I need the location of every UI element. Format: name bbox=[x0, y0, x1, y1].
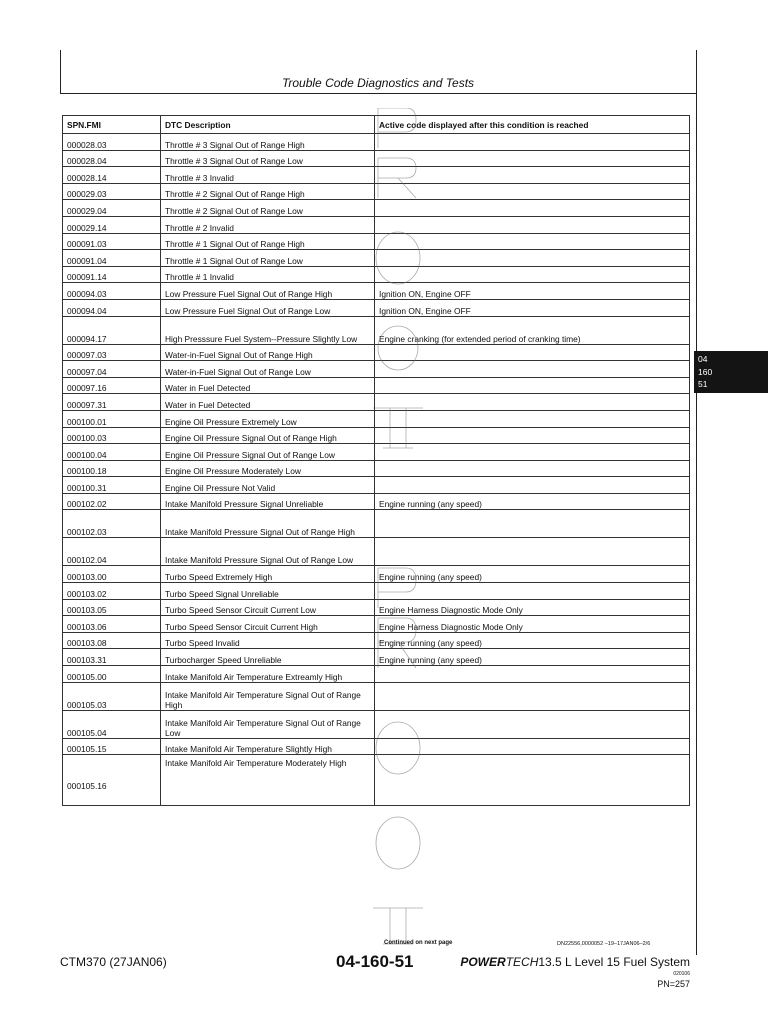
page-number: 04-160-51 bbox=[336, 952, 414, 971]
active-condition-cell bbox=[375, 266, 690, 283]
dtc-description-cell: Engine Oil Pressure Moderately Low bbox=[161, 460, 375, 477]
dtc-description-cell: Intake Manifold Air Temperature Signal Out of Range High bbox=[161, 682, 375, 710]
table-row bbox=[63, 666, 690, 683]
dtc-table-body bbox=[63, 134, 690, 806]
spn-fmi-cell: 000028.14 bbox=[63, 167, 161, 184]
spn-fmi-cell: 000103.05 bbox=[63, 599, 161, 616]
active-condition-cell bbox=[375, 134, 690, 151]
dtc-description-cell: Turbo Speed Sensor Circuit Current Low bbox=[161, 599, 375, 616]
dtc-description-cell: Throttle # 1 Signal Out of Range High bbox=[161, 233, 375, 250]
dtc-description-cell: Water-in-Fuel Signal Out of Range High bbox=[161, 344, 375, 361]
part-number: PN=257 bbox=[657, 979, 690, 989]
spn-fmi-cell: 000097.31 bbox=[63, 394, 161, 411]
active-condition-cell bbox=[375, 377, 690, 394]
spn-fmi-cell: 000100.04 bbox=[63, 444, 161, 461]
dtc-description-cell: Engine Oil Pressure Signal Out of Range High bbox=[161, 427, 375, 444]
dtc-description-cell: Intake Manifold Air Temperature Moderately High bbox=[161, 755, 375, 806]
active-condition-cell bbox=[375, 510, 690, 538]
dtc-description-cell: Throttle # 2 Signal Out of Range Low bbox=[161, 200, 375, 217]
active-condition-cell bbox=[375, 410, 690, 427]
active-condition-cell bbox=[375, 361, 690, 378]
table-row bbox=[63, 150, 690, 167]
table-row bbox=[63, 200, 690, 217]
table-row bbox=[63, 361, 690, 378]
section-tab-line: 04 bbox=[698, 354, 708, 364]
spn-fmi-cell: 000094.17 bbox=[63, 316, 161, 344]
dtc-description-cell: Water in Fuel Detected bbox=[161, 394, 375, 411]
table-row bbox=[63, 599, 690, 616]
table-row bbox=[63, 477, 690, 494]
dtc-description-cell: Throttle # 3 Signal Out of Range High bbox=[161, 134, 375, 151]
table-row bbox=[63, 233, 690, 250]
dtc-description-cell: Throttle # 3 Invalid bbox=[161, 167, 375, 184]
section-tab-line: 51 bbox=[698, 379, 708, 389]
table-row bbox=[63, 344, 690, 361]
table-row bbox=[63, 616, 690, 633]
table-row bbox=[63, 183, 690, 200]
dtc-description-cell: Throttle # 2 Invalid bbox=[161, 216, 375, 233]
table-row bbox=[63, 427, 690, 444]
active-condition-cell bbox=[375, 444, 690, 461]
spn-fmi-cell: 000102.02 bbox=[63, 493, 161, 510]
table-row bbox=[63, 649, 690, 666]
active-condition-cell: Engine running (any speed) bbox=[375, 649, 690, 666]
active-condition-cell bbox=[375, 583, 690, 600]
spn-fmi-cell: 000094.04 bbox=[63, 299, 161, 316]
active-condition-cell bbox=[375, 200, 690, 217]
dtc-description-cell: Low Pressure Fuel Signal Out of Range High bbox=[161, 283, 375, 300]
spn-fmi-cell: 000091.03 bbox=[63, 233, 161, 250]
column-header-spn-fmi: SPN.FMI bbox=[63, 116, 161, 134]
spn-fmi-cell: 000091.14 bbox=[63, 266, 161, 283]
section-tab bbox=[694, 351, 768, 393]
active-condition-cell bbox=[375, 538, 690, 566]
active-condition-cell: Engine Harness Diagnostic Mode Only bbox=[375, 599, 690, 616]
dtc-description-cell: Intake Manifold Air Temperature Extreamly High bbox=[161, 666, 375, 683]
active-condition-cell: Engine running (any speed) bbox=[375, 493, 690, 510]
dtc-description-cell: Engine Oil Pressure Signal Out of Range Low bbox=[161, 444, 375, 461]
spn-fmi-cell: 000105.16 bbox=[63, 755, 161, 806]
manual-id: CTM370 (27JAN06) bbox=[60, 955, 167, 969]
active-condition-cell bbox=[375, 460, 690, 477]
continued-note: Continued on next page bbox=[384, 940, 453, 946]
dtc-description-cell: Turbo Speed Extremely High bbox=[161, 566, 375, 583]
table-row bbox=[63, 583, 690, 600]
spn-fmi-cell: 000103.08 bbox=[63, 632, 161, 649]
active-condition-cell bbox=[375, 710, 690, 738]
dtc-description-cell: Turbo Speed Sensor Circuit Current High bbox=[161, 616, 375, 633]
active-condition-cell bbox=[375, 738, 690, 755]
active-condition-cell bbox=[375, 233, 690, 250]
spn-fmi-cell: 000103.31 bbox=[63, 649, 161, 666]
table-header-row bbox=[63, 116, 690, 134]
active-condition-cell bbox=[375, 682, 690, 710]
table-row bbox=[63, 710, 690, 738]
active-condition-cell: Engine cranking (for extended period of cranking time) bbox=[375, 316, 690, 344]
dtc-table bbox=[62, 115, 690, 806]
table-row bbox=[63, 755, 690, 806]
spn-fmi-cell: 000029.14 bbox=[63, 216, 161, 233]
spn-fmi-cell: 000103.00 bbox=[63, 566, 161, 583]
spn-fmi-cell: 000102.03 bbox=[63, 510, 161, 538]
dtc-description-cell: Throttle # 1 Invalid bbox=[161, 266, 375, 283]
spn-fmi-cell: 000105.15 bbox=[63, 738, 161, 755]
dtc-description-cell: Intake Manifold Pressure Signal Out of Range High bbox=[161, 510, 375, 538]
print-code: 020106 bbox=[673, 971, 690, 977]
active-condition-cell bbox=[375, 755, 690, 806]
active-condition-cell bbox=[375, 666, 690, 683]
dtc-description-cell: Turbo Speed Invalid bbox=[161, 632, 375, 649]
active-condition-cell bbox=[375, 427, 690, 444]
product-name: 13.5 L Level 15 Fuel System bbox=[538, 955, 690, 969]
spn-fmi-cell: 000102.04 bbox=[63, 538, 161, 566]
dtc-description-cell: Engine Oil Pressure Not Valid bbox=[161, 477, 375, 494]
dtc-description-cell: Throttle # 2 Signal Out of Range High bbox=[161, 183, 375, 200]
spn-fmi-cell: 000029.03 bbox=[63, 183, 161, 200]
active-condition-cell bbox=[375, 150, 690, 167]
spn-fmi-cell: 000100.01 bbox=[63, 410, 161, 427]
document-code: DN22556,0000052 –19–17JAN06–2/6 bbox=[557, 941, 651, 947]
frame-right-rule bbox=[696, 50, 697, 955]
active-condition-cell bbox=[375, 250, 690, 267]
column-header-dtc-description: DTC Description bbox=[161, 116, 375, 134]
table-row bbox=[63, 682, 690, 710]
dtc-description-cell: Intake Manifold Pressure Signal Out of Range Low bbox=[161, 538, 375, 566]
table-row bbox=[63, 510, 690, 538]
table-row bbox=[63, 538, 690, 566]
spn-fmi-cell: 000103.02 bbox=[63, 583, 161, 600]
dtc-description-cell: Turbo Speed Signal Unreliable bbox=[161, 583, 375, 600]
table-row bbox=[63, 316, 690, 344]
table-row bbox=[63, 410, 690, 427]
spn-fmi-cell: 000091.04 bbox=[63, 250, 161, 267]
table-row bbox=[63, 283, 690, 300]
section-tab-line: 160 bbox=[698, 366, 713, 377]
dtc-description-cell: Intake Manifold Pressure Signal Unreliable bbox=[161, 493, 375, 510]
dtc-description-cell: Water-in-Fuel Signal Out of Range Low bbox=[161, 361, 375, 378]
active-condition-cell: Ignition ON, Engine OFF bbox=[375, 299, 690, 316]
spn-fmi-cell: 000103.06 bbox=[63, 616, 161, 633]
dtc-description-cell: High Presssure Fuel System--Pressure Slightly Low bbox=[161, 316, 375, 344]
table-row bbox=[63, 493, 690, 510]
frame-top-rule bbox=[60, 93, 696, 94]
active-condition-cell: Engine Harness Diagnostic Mode Only bbox=[375, 616, 690, 633]
spn-fmi-cell: 000028.04 bbox=[63, 150, 161, 167]
active-condition-cell bbox=[375, 344, 690, 361]
brand-tech: TECH bbox=[505, 955, 539, 969]
spn-fmi-cell: 000028.03 bbox=[63, 134, 161, 151]
table-row bbox=[63, 738, 690, 755]
dtc-description-cell: Low Pressure Fuel Signal Out of Range Low bbox=[161, 299, 375, 316]
table-row bbox=[63, 299, 690, 316]
table-row bbox=[63, 266, 690, 283]
active-condition-cell bbox=[375, 216, 690, 233]
dtc-description-cell: Turbocharger Speed Unreliable bbox=[161, 649, 375, 666]
spn-fmi-cell: 000105.00 bbox=[63, 666, 161, 683]
table-row bbox=[63, 134, 690, 151]
table-row bbox=[63, 566, 690, 583]
brand-power: POWER bbox=[460, 955, 506, 969]
table-row bbox=[63, 632, 690, 649]
table-row bbox=[63, 167, 690, 184]
active-condition-cell bbox=[375, 477, 690, 494]
active-condition-cell bbox=[375, 183, 690, 200]
active-condition-cell: Engine running (any speed) bbox=[375, 566, 690, 583]
spn-fmi-cell: 000105.03 bbox=[63, 682, 161, 710]
spn-fmi-cell: 000094.03 bbox=[63, 283, 161, 300]
spn-fmi-cell: 000100.31 bbox=[63, 477, 161, 494]
spn-fmi-cell: 000097.04 bbox=[63, 361, 161, 378]
table-row bbox=[63, 444, 690, 461]
spn-fmi-cell: 000097.16 bbox=[63, 377, 161, 394]
dtc-description-cell: Water in Fuel Detected bbox=[161, 377, 375, 394]
dtc-description-cell: Throttle # 3 Signal Out of Range Low bbox=[161, 150, 375, 167]
active-condition-cell: Engine running (any speed) bbox=[375, 632, 690, 649]
page-title: Trouble Code Diagnostics and Tests bbox=[281, 76, 475, 90]
spn-fmi-cell: 000100.18 bbox=[63, 460, 161, 477]
active-condition-cell bbox=[375, 167, 690, 184]
dtc-description-cell: Intake Manifold Air Temperature Slightly High bbox=[161, 738, 375, 755]
table-row bbox=[63, 394, 690, 411]
table-row bbox=[63, 216, 690, 233]
spn-fmi-cell: 000105.04 bbox=[63, 710, 161, 738]
active-condition-cell: Ignition ON, Engine OFF bbox=[375, 283, 690, 300]
dtc-description-cell: Intake Manifold Air Temperature Signal Out of Range Low bbox=[161, 710, 375, 738]
product-title bbox=[460, 955, 690, 969]
spn-fmi-cell: 000097.03 bbox=[63, 344, 161, 361]
table-row bbox=[63, 460, 690, 477]
table-row bbox=[63, 250, 690, 267]
column-header-active-condition: Active code displayed after this condition is reached bbox=[375, 116, 690, 134]
table-row bbox=[63, 377, 690, 394]
spn-fmi-cell: 000029.04 bbox=[63, 200, 161, 217]
dtc-description-cell: Throttle # 1 Signal Out of Range Low bbox=[161, 250, 375, 267]
active-condition-cell bbox=[375, 394, 690, 411]
dtc-description-cell: Engine Oil Pressure Extremely Low bbox=[161, 410, 375, 427]
spn-fmi-cell: 000100.03 bbox=[63, 427, 161, 444]
